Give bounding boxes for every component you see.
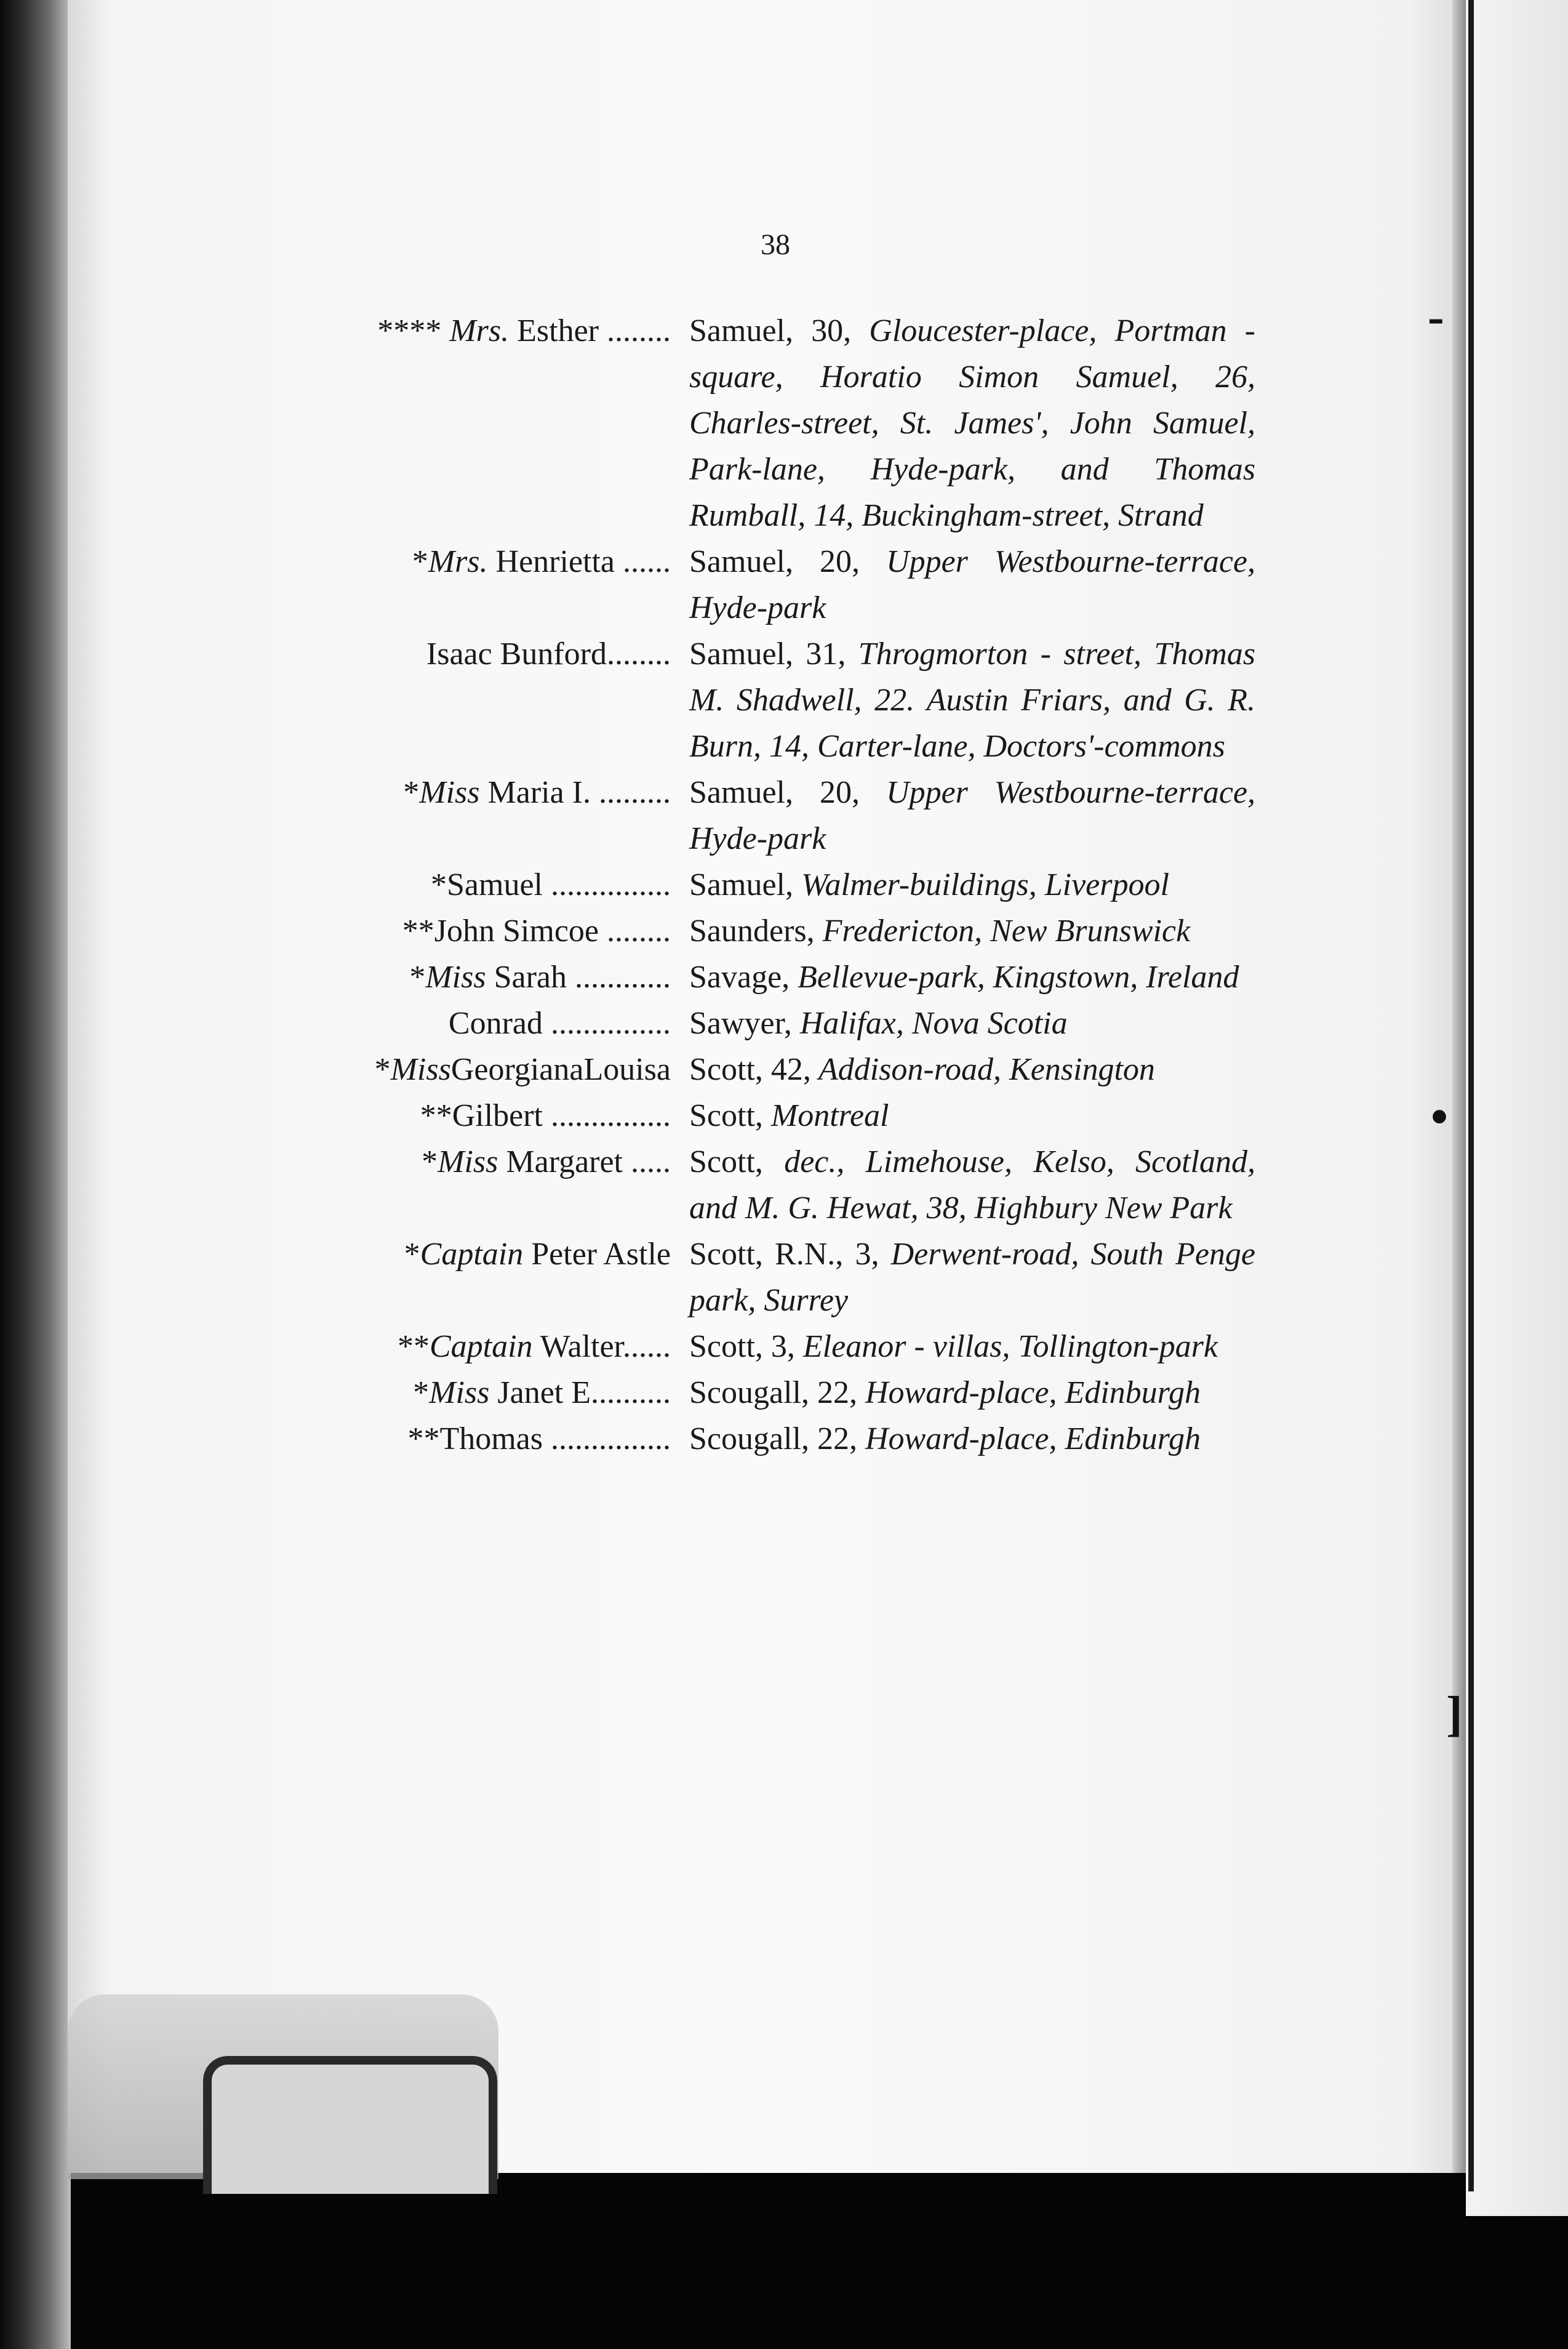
directory-entry <box>295 1231 1255 1323</box>
directory-entry <box>295 862 1255 908</box>
entry-address: Sawyer, Halifax, Nova Scotia <box>689 1006 1068 1041</box>
margin-mark: • <box>1431 1090 1449 1144</box>
directory-entry <box>295 769 1255 862</box>
directory-entry <box>295 1323 1255 1370</box>
entry-name: *Captain Peter Astle <box>404 1237 671 1272</box>
entry-address: Scott, dec., Limehouse, Kelso, Scotland, and M. G. Hewat, 38, Highbury New Park <box>689 1144 1255 1226</box>
entry-name: **Thomas ............... <box>407 1421 671 1456</box>
directory-entry <box>295 954 1255 1000</box>
entry-address: Savage, Bellevue-park, Kingstown, Ireland <box>689 960 1239 995</box>
entry-address: Samuel, 20, Upper Westbourne-terrace, Hyde-park <box>689 775 1255 856</box>
directory-entry <box>295 539 1255 631</box>
entry-address: Saunders, Fredericton, New Brunswick <box>689 914 1191 949</box>
directory-entry <box>295 1139 1255 1231</box>
entry-name: **** Mrs. Esther ........ <box>377 313 671 348</box>
directory-entry <box>295 1000 1255 1046</box>
entry-name: *Miss Janet E.......... <box>413 1375 671 1410</box>
entry-name: *Miss Sarah ............ <box>409 960 671 995</box>
page-fold-line <box>1468 0 1474 2191</box>
page-clip <box>203 2056 497 2194</box>
directory-entry <box>295 631 1255 769</box>
entry-name: *Miss Margaret ..... <box>422 1144 671 1179</box>
directory-entry <box>295 1093 1255 1139</box>
entry-address: Samuel, 30, Gloucester-place, Portman - square, Horatio Simon Samuel, 26, Charles-street, St. James', John Samuel, Park-lane, Hyde-park, and Thomas Rumball, 14, Buckingham-street, Strand <box>689 313 1255 533</box>
page-number: 38 <box>761 228 790 261</box>
entry-name: **Captain Walter...... <box>397 1329 671 1364</box>
entry-name: **John Simcoe ........ <box>402 914 671 949</box>
directory-entry <box>295 1370 1255 1416</box>
directory-entry <box>295 1046 1255 1093</box>
facing-page-edge <box>1466 0 1568 2216</box>
directory-entry <box>295 1416 1255 1462</box>
entry-name: *Miss Maria I. ......... <box>403 775 671 810</box>
entry-name: **Gilbert ............... <box>420 1098 671 1133</box>
directory-entry <box>295 908 1255 954</box>
directory-entry <box>295 308 1255 539</box>
margin-mark: ‐ <box>1428 290 1444 344</box>
entry-address: Scott, 42, Addison-road, Kensington <box>689 1052 1155 1087</box>
entry-address: Scougall, 22, Howard-place, Edinburgh <box>689 1421 1201 1456</box>
entry-address: Samuel, 31, Throgmorton - street, Thomas M. Shadwell, 22. Austin Friars, and G. R. Burn, 14, Carter-lane, Doctors'-commons <box>689 636 1255 764</box>
entry-address: Samuel, Walmer-buildings, Liverpool <box>689 867 1169 902</box>
entry-address: Scott, 3, Eleanor - villas, Tollington-park <box>689 1329 1218 1364</box>
entry-address: Samuel, 20, Upper Westbourne-terrace, Hyde-park <box>689 544 1255 625</box>
directory-entries <box>295 308 1255 1462</box>
entry-name: Isaac Bunford........ <box>426 636 671 672</box>
page-edge-shadow <box>1452 0 1466 2173</box>
entry-name: *MissGeorgianaLouisa <box>374 1052 671 1087</box>
margin-mark: ] <box>1446 1687 1463 1741</box>
entry-address: Scott, R.N., 3, Derwent-road, South Penge park, Surrey <box>689 1237 1255 1318</box>
entry-name: *Mrs. Henrietta ...... <box>412 544 671 579</box>
book-spine-shadow <box>0 0 71 2349</box>
entry-address: Scougall, 22, Howard-place, Edinburgh <box>689 1375 1201 1410</box>
entry-name: Conrad ............... <box>448 1006 671 1041</box>
entry-address: Scott, Montreal <box>689 1098 889 1133</box>
entry-name: *Samuel ............... <box>431 867 671 902</box>
